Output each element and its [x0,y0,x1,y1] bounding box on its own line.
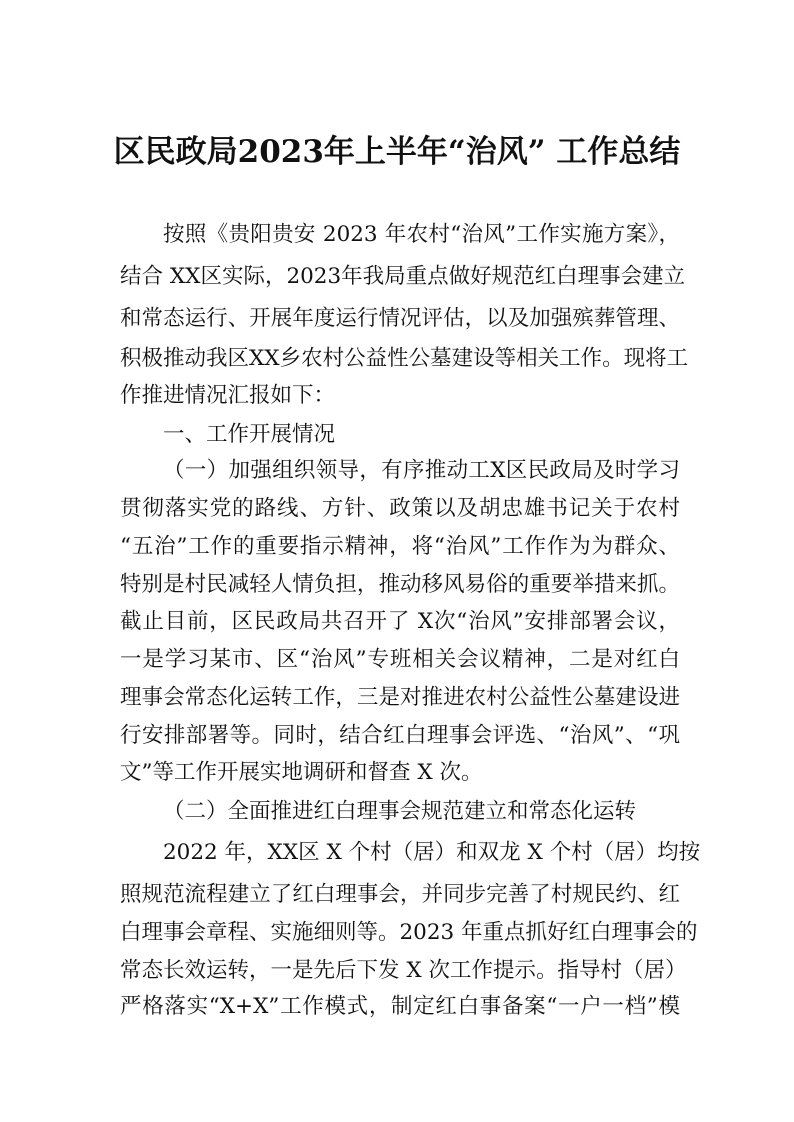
section-1-line-2: 贯彻落实党的路线、方针、政策以及胡忠雄书记关于农村 [120,496,680,521]
intro-line-1: 按照《贵阳贵安 2023 年农村“治风”工作实施方案》， [163,222,680,247]
section-1-line-3: “五治”工作的重要指示精神，将“治风”工作作为为群众、 [120,534,680,559]
intro-line-5: 作推进情况汇报如下： [120,383,336,408]
section-1-line-5: 截止目前，区民政局共召开了 X次“治风”安排部署会议， [120,609,680,634]
section-1-line-4: 特别是村民减轻人情负担，推动移风易俗的重要举措来抓。 [120,572,680,597]
section-1-line-9: 文”等工作开展实地调研和督查 X 次。 [120,760,483,785]
section-2-line-1: 2022 年，XX区 X 个村（居）和双龙 X 个村（居）均按 [163,840,701,865]
intro-line-2: 结合 XX区实际，2023年我局重点做好规范红白理事会建立 [120,264,686,289]
section-2-line-3: 白理事会章程、实施细则等。2023 年重点抓好红白理事会的 [120,920,698,945]
intro-line-3: 和常态运行、开展年度运行情况评估，以及加强殡葬管理、 [120,306,680,331]
section-heading-2: （二）全面推进红白理事会规范建立和常态化运转 [163,799,637,824]
section-2-line-2: 照规范流程建立了红白理事会，并同步完善了村规民约、红 [120,882,680,907]
section-1-line-8: 行安排部署等。同时，结合红白理事会评选、“治风”、“巩 [120,723,680,748]
section-1-line-7: 理事会常态化运转工作，三是对推进农村公益性公墓建设进 [120,685,680,710]
section-heading-1: 一、工作开展情况 [163,422,336,447]
section-1-line-1: （一）加强组织领导，有序推动工X区民政局及时学习 [163,458,680,483]
section-2-line-5: 严格落实“X+X”工作模式，制定红白事备案“一户一档”模 [120,994,680,1019]
section-1-line-6: 一是学习某市、区“治风”专班相关会议精神，二是对红白 [120,647,680,672]
section-2-line-4: 常态长效运转，一是先后下发 X 次工作提示。指导村（居） [120,958,687,983]
document-title: 区民政局2023年上半年“治风” 工作总结 [113,134,681,170]
intro-line-4: 积极推动我区XX乡农村公益性公墓建设等相关工作。现将工 [120,346,689,371]
